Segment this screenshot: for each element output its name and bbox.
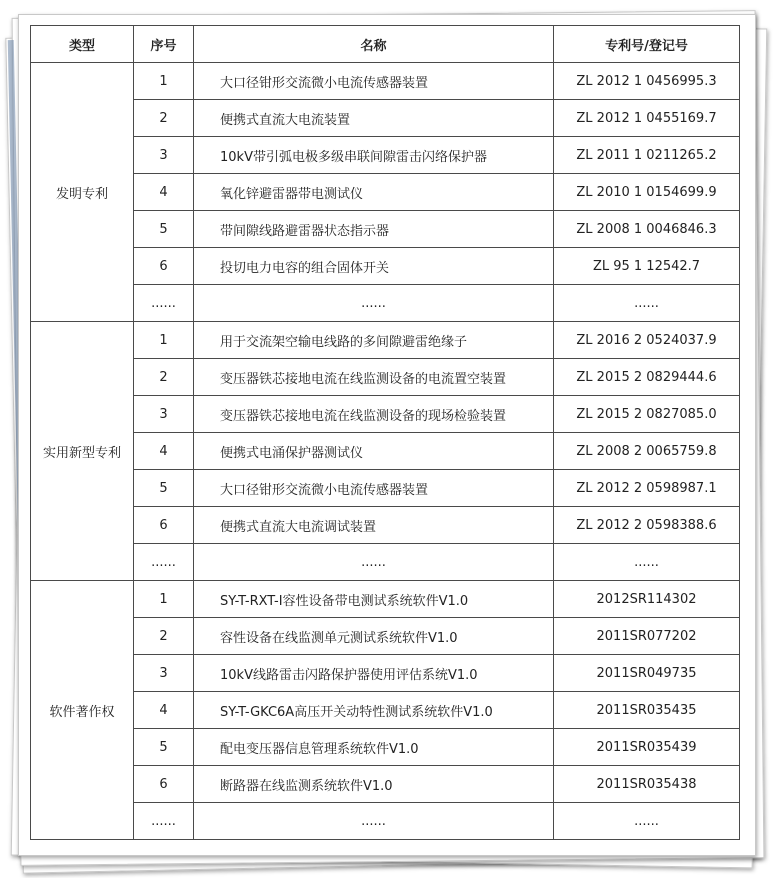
category-cell: 实用新型专利 [31,322,134,581]
table-row [31,174,740,211]
index-cell: 1 [134,581,194,618]
number-cell: 2012SR114302 [554,581,740,618]
name-cell: 大口径钳形交流微小电流传感器装置 [194,470,554,507]
name-cell: 变压器铁芯接地电流在线监测设备的电流置空装置 [194,359,554,396]
category-cell: 发明专利 [31,63,134,322]
table-row [31,63,740,100]
index-cell: 3 [134,655,194,692]
number-cell: 2011SR035439 [554,729,740,766]
table-row [31,433,740,470]
index-cell: 1 [134,322,194,359]
table-row [31,803,740,840]
index-cell: 1 [134,63,194,100]
name-cell: SY-T-GKC6A高压开关动特性测试系统软件V1.0 [194,692,554,729]
table-row [31,655,740,692]
number-cell: ...... [554,803,740,840]
index-cell: 2 [134,359,194,396]
number-cell: ZL 2012 1 0456995.3 [554,63,740,100]
table-header-row [31,26,740,63]
name-cell: 氧化锌避雷器带电测试仪 [194,174,554,211]
table-row [31,470,740,507]
table-row [31,581,740,618]
table-row [31,729,740,766]
number-cell: 2011SR035435 [554,692,740,729]
index-cell: 3 [134,137,194,174]
name-cell: 配电变压器信息管理系统软件V1.0 [194,729,554,766]
table-row [31,396,740,433]
number-cell: ZL 2008 2 0065759.8 [554,433,740,470]
number-cell: ZL 2012 2 0598388.6 [554,507,740,544]
index-cell: 4 [134,692,194,729]
name-cell: 带间隙线路避雷器状态指示器 [194,211,554,248]
name-cell: ...... [194,803,554,840]
table-row [31,766,740,803]
number-cell: ZL 2015 2 0829444.6 [554,359,740,396]
table-body [31,63,740,840]
table-row [31,618,740,655]
header-index: 序号 [134,26,194,63]
number-cell: ZL 2008 1 0046846.3 [554,211,740,248]
header-type: 类型 [31,26,134,63]
index-cell: 5 [134,211,194,248]
table-row [31,248,740,285]
index-cell: 4 [134,433,194,470]
number-cell: 2011SR077202 [554,618,740,655]
index-cell: 3 [134,396,194,433]
index-cell: 6 [134,766,194,803]
name-cell: 便携式电涌保护器测试仪 [194,433,554,470]
name-cell: 大口径钳形交流微小电流传感器装置 [194,63,554,100]
name-cell: SY-T-RXT-I容性设备带电测试系统软件V1.0 [194,581,554,618]
category-cell: 软件著作权 [31,581,134,840]
number-cell: ZL 2012 2 0598987.1 [554,470,740,507]
name-cell: 10kV线路雷击闪路保护器使用评估系统V1.0 [194,655,554,692]
header-name: 名称 [194,26,554,63]
header-number: 专利号/登记号 [554,26,740,63]
index-cell: ...... [134,544,194,581]
index-cell: ...... [134,803,194,840]
name-cell: 断路器在线监测系统软件V1.0 [194,766,554,803]
index-cell: 2 [134,100,194,137]
index-cell: 6 [134,507,194,544]
number-cell: ZL 2011 1 0211265.2 [554,137,740,174]
number-cell: 2011SR049735 [554,655,740,692]
name-cell: 容性设备在线监测单元测试系统软件V1.0 [194,618,554,655]
number-cell: 2011SR035438 [554,766,740,803]
table-row [31,507,740,544]
number-cell: ZL 2010 1 0154699.9 [554,174,740,211]
index-cell: ...... [134,285,194,322]
table-row [31,359,740,396]
table-row [31,100,740,137]
table-row [31,322,740,359]
index-cell: 5 [134,470,194,507]
name-cell: ...... [194,544,554,581]
number-cell: ZL 95 1 12542.7 [554,248,740,285]
index-cell: 4 [134,174,194,211]
number-cell: ZL 2012 1 0455169.7 [554,100,740,137]
name-cell: ...... [194,285,554,322]
number-cell: ...... [554,544,740,581]
number-cell: ZL 2015 2 0827085.0 [554,396,740,433]
name-cell: 投切电力电容的组合固体开关 [194,248,554,285]
number-cell: ...... [554,285,740,322]
patent-table [30,25,740,840]
name-cell: 10kV带引弧电极多级串联间隙雷击闪络保护器 [194,137,554,174]
number-cell: ZL 2016 2 0524037.9 [554,322,740,359]
index-cell: 5 [134,729,194,766]
table-row [31,285,740,322]
table-row [31,544,740,581]
index-cell: 6 [134,248,194,285]
name-cell: 便携式直流大电流调试装置 [194,507,554,544]
table-row [31,692,740,729]
table-row [31,137,740,174]
table-row [31,211,740,248]
name-cell: 用于交流架空输电线路的多间隙避雷绝缘子 [194,322,554,359]
name-cell: 变压器铁芯接地电流在线监测设备的现场检验装置 [194,396,554,433]
index-cell: 2 [134,618,194,655]
name-cell: 便携式直流大电流装置 [194,100,554,137]
